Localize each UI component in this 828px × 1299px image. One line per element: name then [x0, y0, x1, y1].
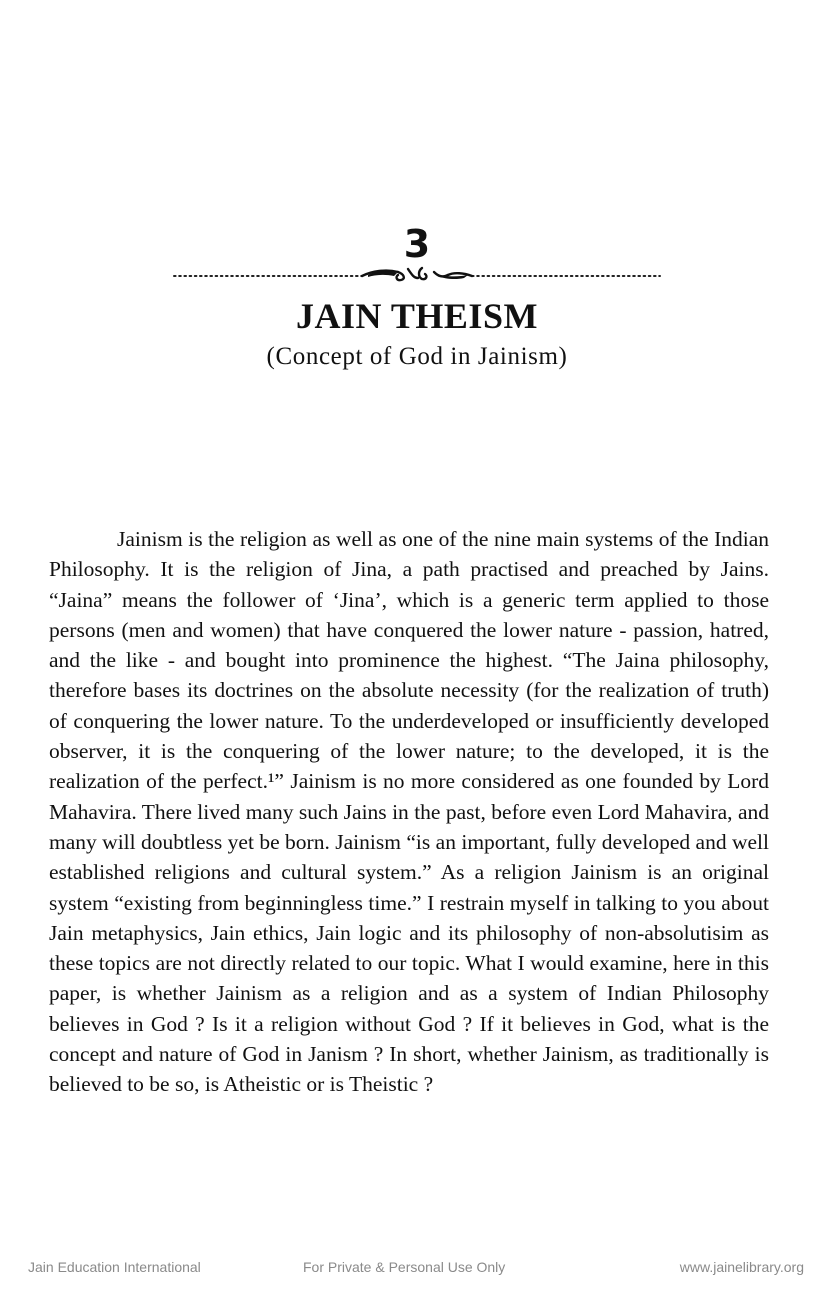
footer-usage-notice: For Private & Personal Use Only [303, 1259, 506, 1275]
chapter-number: 3 [403, 222, 431, 266]
ornament-divider [172, 263, 662, 283]
footer-publisher: Jain Education International [28, 1259, 201, 1275]
body-paragraph: Jainism is the religion as well as one of the nine main systems of the Indian Philosophy. It is the religion of Jina, a path practised and preached by Jains. “Jaina” means the follower of ‘Jina’, which is a generic term applied to those persons (men and women) that have conquered the lower nature - passion, hatred, and the like - and bought into prominence the highest. “The Jaina philosophy, therefore bases its doctrines on the absolute necessity (for the realization of truth) of conquering the lower nature. To the underdeveloped or insufficiently developed observer, it is the conquering of the lower nature; to the developed, it is the realization of the perfect.¹” Jainism is no more considered as one founded by Lord Mahavira. There lived many such Jains in the past, before even Lord Mahavira, and many will doubtless yet be born. Jainism “is an important, fully developed and well established religions and cultural system.” As a religion Jainism is an original system “existing from beginningless time.” I restrain myself in talking to you about Jain metaphysics, Jain ethics, Jain logic and its philosophy of non-absolutisim as these topics are not directly related to our topic. What I would examine, here in this paper, is whether Jainism as a religion and as a system of Indian Philosophy believes in God ? Is it a religion without God ? If it believes in God, what is the concept and nature of God in Janism ? In short, whether Jainism, as traditionally is believed to be so, is Atheistic or is Theistic ? [49, 527, 769, 1097]
chapter-title: JAIN THEISM [296, 296, 538, 336]
page-footer [0, 1259, 828, 1279]
footer-website-link[interactable]: www.jainelibrary.org [679, 1259, 804, 1275]
chapter-subtitle: (Concept of God in Jainism) [266, 343, 568, 370]
